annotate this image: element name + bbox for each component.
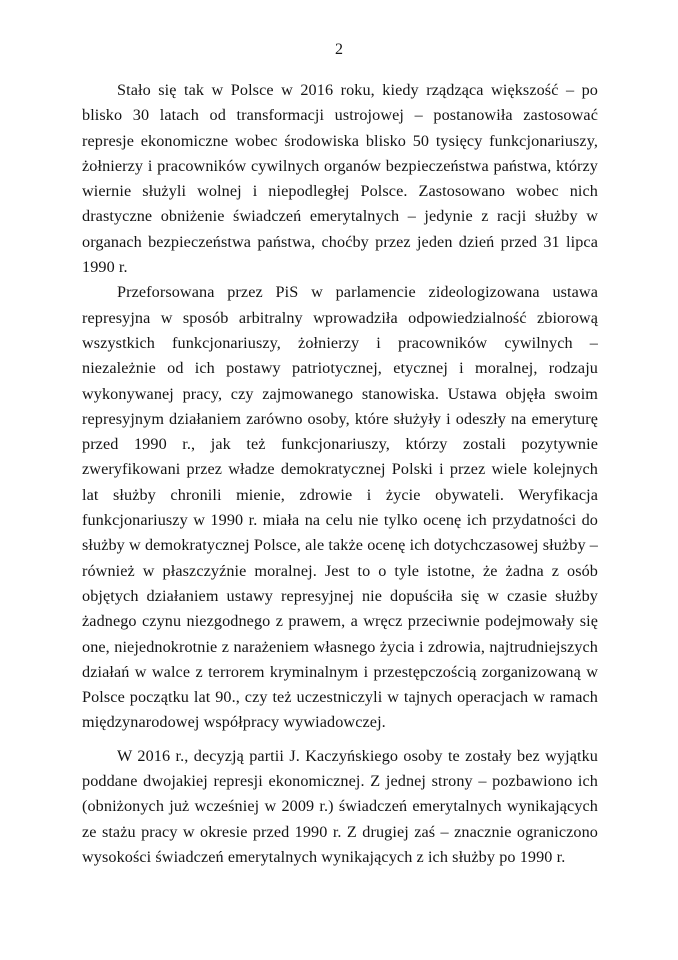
paragraph-3: W 2016 r., decyzją partii J. Kaczyńskiego osoby te zostały bez wyjątku poddane dwojakiej represji ekonomicznej. Z jednej strony – pozbawiono ich (obniżonych już wcześniej w 2009 r.) świadczeń emerytalnych wynikających ze stażu pracy w okresie przed 1990 r. Z drugiej zaś – znacznie ograniczono wysokości świadczeń emerytalnych wynikających z ich służby po 1990 r.	[82, 746, 598, 866]
paragraph-2: Przeforsowana przez PiS w parlamencie zideologizowana ustawa represyjna w sposób arbitralny wprowadziła odpowiedzialność zbiorową wszystkich funkcjonariuszy, żołnierzy i pracowników cywilnych – niezależnie od ich postawy patriotycznej, etycznej i moralnej, rodzaju wykonywanej pracy, czy zajmowanego stanowiska. Ustawa objęła swoim represyjnym działaniem zarówno osoby, które służyły i odeszły na emeryturę przed 1990 r., jak też funkcjonariuszy, którzy zostali pozytywnie zweryfikowani przez władze demokratycznej Polski i przez wiele kolejnych lat służby chronili mienie, zdrowie i życie obywateli. Weryfikacja funkcjonariuszy w 1990 r. miała na celu nie tylko ocenę ich przydatności do służby w demokratycznej Polsce, ale także ocenę ich dotychczasowej służby – również w płaszczyźnie moralnej. Jest to o tyle istotne, że żadna z osób objętych działaniem ustawy represyjnej nie dopuściła się w czasie służby żadnego czynu niezgodnego z prawem, a wręcz przeciwnie podejmowały się one, niejednokrotnie z narażeniem własnego życia i zdrowia, najtrudniejszych działań w walce z terrorem kryminalnym i przestępczością zorganizowaną w Polsce początku lat 90., czy też uczestniczyli w tajnych operacjach w ramach międzynarodowej współpracy wywiadowczej.	[82, 283, 598, 732]
document-body	[82, 78, 598, 870]
paragraph-1: Stało się tak w Polsce w 2016 roku, kiedy rządząca większość – po blisko 30 latach od transformacji ustrojowej – postanowiła zastosować represje ekonomiczne wobec środowiska blisko 50 tysięcy funkcjonariuszy, żołnierzy i pracowników cywilnych organów bezpieczeństwa państwa, którzy wiernie służyli wolnej i niepodległej Polsce. Zastosowano wobec nich drastyczne obniżenie świadczeń emerytalnych – jedynie z racji służby w organach bezpieczeństwa państwa, choćby przez jeden dzień przed 31 lipca 1990 r.	[82, 81, 598, 277]
page-number: 2	[335, 41, 343, 58]
